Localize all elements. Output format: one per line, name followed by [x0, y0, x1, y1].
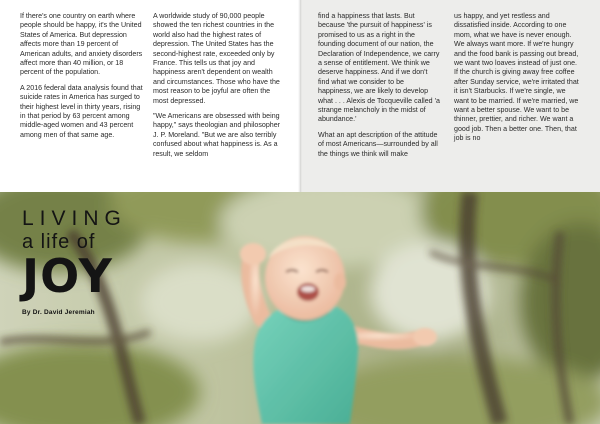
title-joy: JOY: [22, 249, 113, 303]
text-column-4: [454, 12, 582, 150]
paragraph: find a happiness that lasts. But because 'the pursuit of happiness' is promised to us as a right in the founding document of our nation, the Declaration of Independence, we carry a sense of entitlement. We think we deserve happiness. And if we don't find what we consider to be happiness, we are likely to develop what . . . Alexis de Tocqueville called 'a strange melancholy in the midst of abundance.': [318, 12, 440, 124]
paragraph: "We Americans are obsessed with being happy," says theologian and philosopher J. P. Moreland. "But we are also terribly confused about what happiness is. As a result, we seldom: [153, 112, 281, 158]
text-column-3: [318, 12, 440, 165]
text-column-1: [20, 12, 144, 146]
paragraph: What an apt description of the attitude of most Americans—surrounded by all the things we think will make: [318, 130, 438, 158]
article-title: [22, 207, 162, 316]
title-a-life-of: a life of: [22, 231, 96, 253]
paragraph: us happy, and yet restless and dissatisfied inside. According to one mom, what we have is never enough. We always want more. If we're hungry and the food bank is passing out bread, we want two loaves instead of just one. If the church is giving away free coffee after Sunday service, we're irritated that it isn't Starbucks. If we're single, we want to be married. If we're married, we want a better spouse. We want to be thinner, prettier, and richer. We want a good job. Then a better one. Then, that job is no: [454, 12, 579, 143]
paragraph: A 2016 federal data analysis found that suicide rates in America has surged to their highest level in thirty years, rising in that period by 63 percent among middle-aged women and 43 percent among men of that same age.: [20, 83, 143, 139]
page-gutter: [298, 0, 302, 192]
paragraph: If there's one country on earth where people should be happy, it's the United States of America. But depression affects more than 19 percent of American adults, and anxiety disorders affect more than 40 million, or 18 percent of the population.: [20, 12, 143, 77]
paragraph: A worldwide study of 90,000 people showed the ten richest countries in the world also had the highest rates of depression. The United States has the second-highest rate, exceeded only by France. This tells us that joy and happiness aren't dependent on wealth and circumstances. Those who have the most reason to be joyful are often the most depressed.: [153, 12, 280, 105]
byline: By Dr. David Jeremiah: [22, 309, 95, 316]
title-living: LIVING: [22, 207, 127, 230]
text-column-2: [153, 12, 283, 165]
